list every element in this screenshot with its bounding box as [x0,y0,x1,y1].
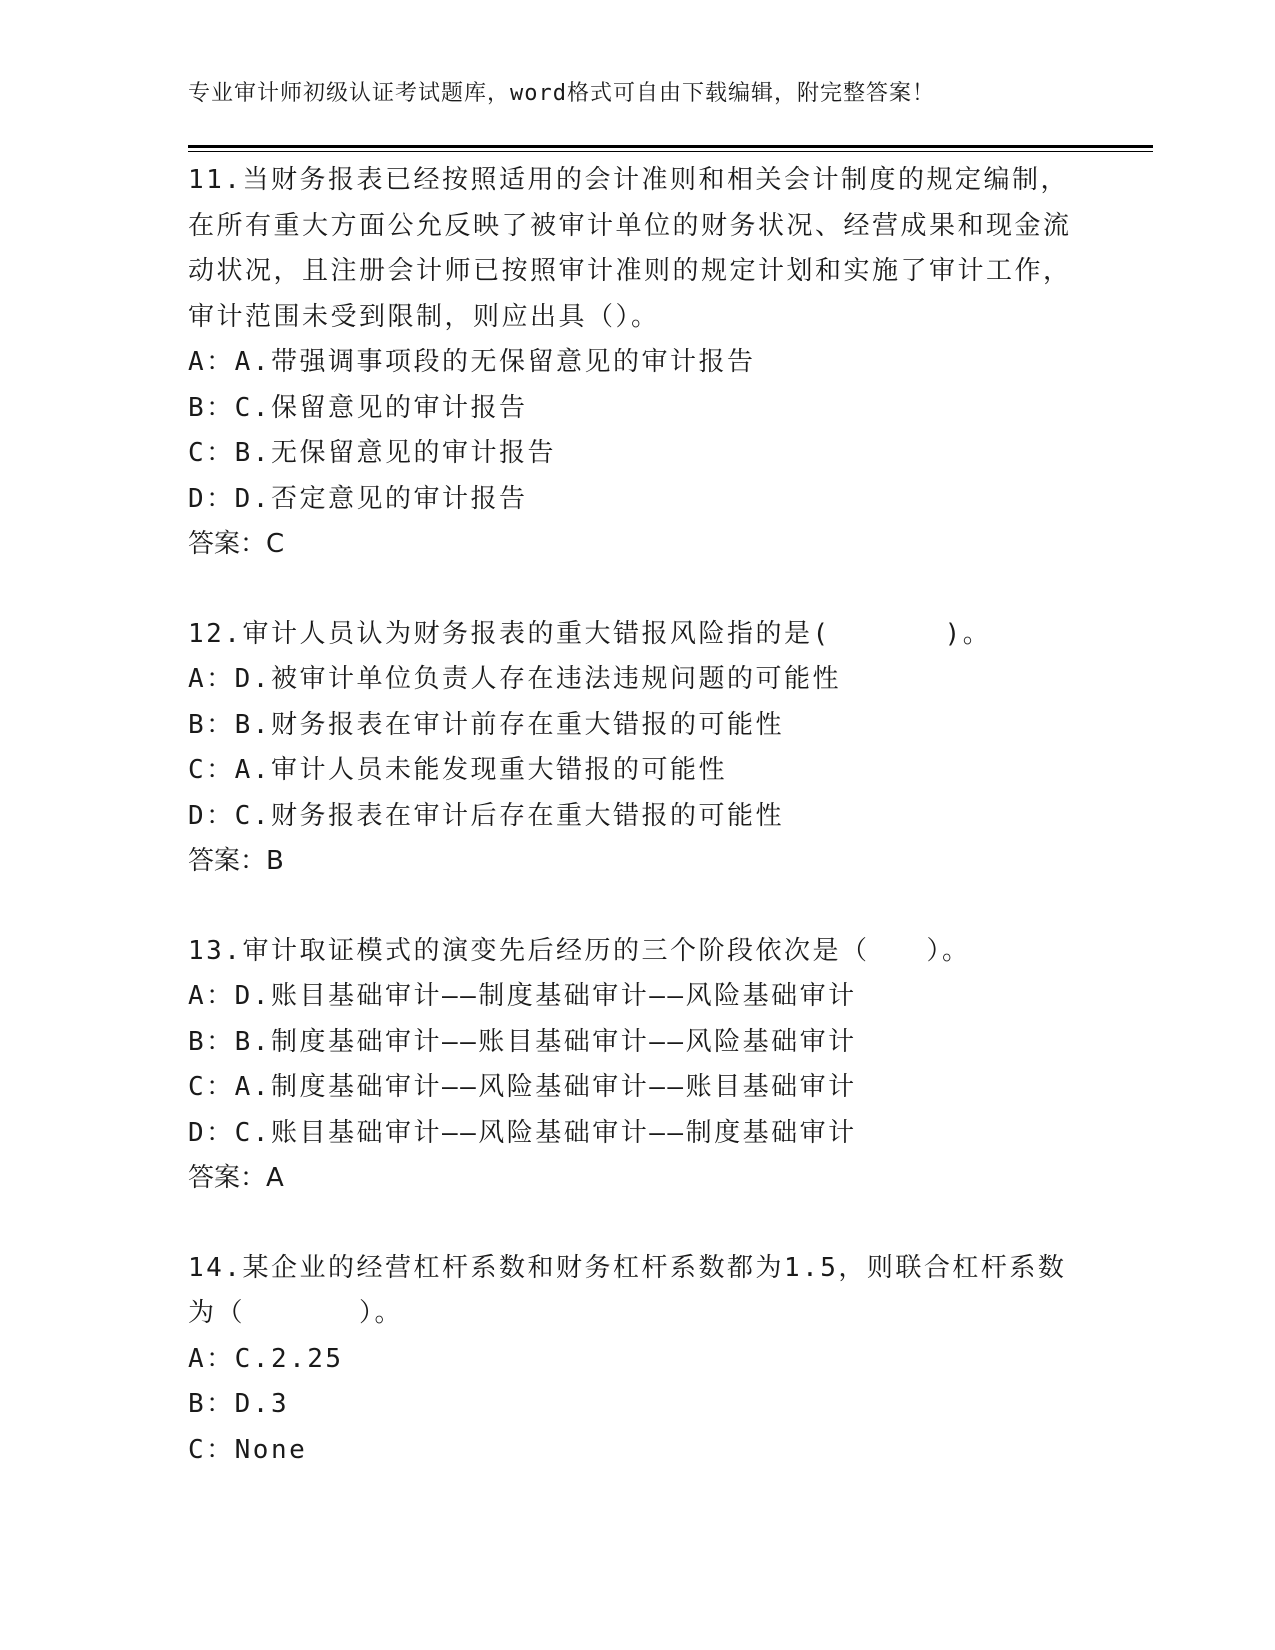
question-text: 13.审计取证模式的演变先后经历的三个阶段依次是（ ）。 [188,935,971,966]
option-d: D：C.账目基础审计——风险基础审计——制度基础审计 [188,1117,857,1148]
option-b: B：B.制度基础审计——账目基础审计——风险基础审计 [188,1026,857,1057]
question-11 [188,158,1088,568]
question-text: 12.审计人员认为财务报表的重大错报风险指的是( )。 [188,618,992,649]
answer: 答案：A [188,1163,284,1193]
option-a: A：D.账目基础审计——制度基础审计——风险基础审计 [188,981,857,1011]
option-c: C：A.审计人员未能发现重大错报的可能性 [188,755,727,785]
option-b: B：D.3 [188,1389,290,1419]
option-a: A：A.带强调事项段的无保留意见的审计报告 [188,347,756,377]
option-c: C：B.无保留意见的审计报告 [188,438,556,468]
answer: 答案：B [188,846,284,876]
option-a: A：D.被审计单位负责人存在违法违规问题的可能性 [188,664,841,694]
question-list [188,158,1088,1473]
page-header: 专业审计师初级认证考试题库，word格式可自由下载编辑，附完整答案！ [188,81,935,106]
question-text: 14.某企业的经营杠杆系数和财务杠杆系数都为1.5，则联合杠杆系数为（ ）。 [188,1252,1067,1328]
question-text: 11.当财务报表已经按照适用的会计准则和相关会计制度的规定编制，在所有重大方面公允反映了被审计单位的财务状况、经营成果和现金流动状况，且注册会计师已按照审计准则的规定计划和实施了审计工作，审计范围未受到限制，则应出具（）。 [188,165,1072,332]
question-14 [188,1246,1088,1474]
option-c: C：None [188,1434,308,1465]
option-a: A：C.2.25 [188,1343,344,1374]
option-b: B：B.财务报表在审计前存在重大错报的可能性 [188,709,784,740]
option-c: C：A.制度基础审计——风险基础审计——账目基础审计 [188,1072,857,1102]
option-d: D：C.财务报表在审计后存在重大错报的可能性 [188,800,784,831]
answer: 答案：C [188,529,285,559]
header-rule-thick [188,145,1153,148]
header-rule-thin [188,151,1153,152]
option-d: D：D.否定意见的审计报告 [188,483,528,514]
question-13 [188,929,1088,1202]
question-12 [188,612,1088,885]
option-b: B：C.保留意见的审计报告 [188,392,528,423]
